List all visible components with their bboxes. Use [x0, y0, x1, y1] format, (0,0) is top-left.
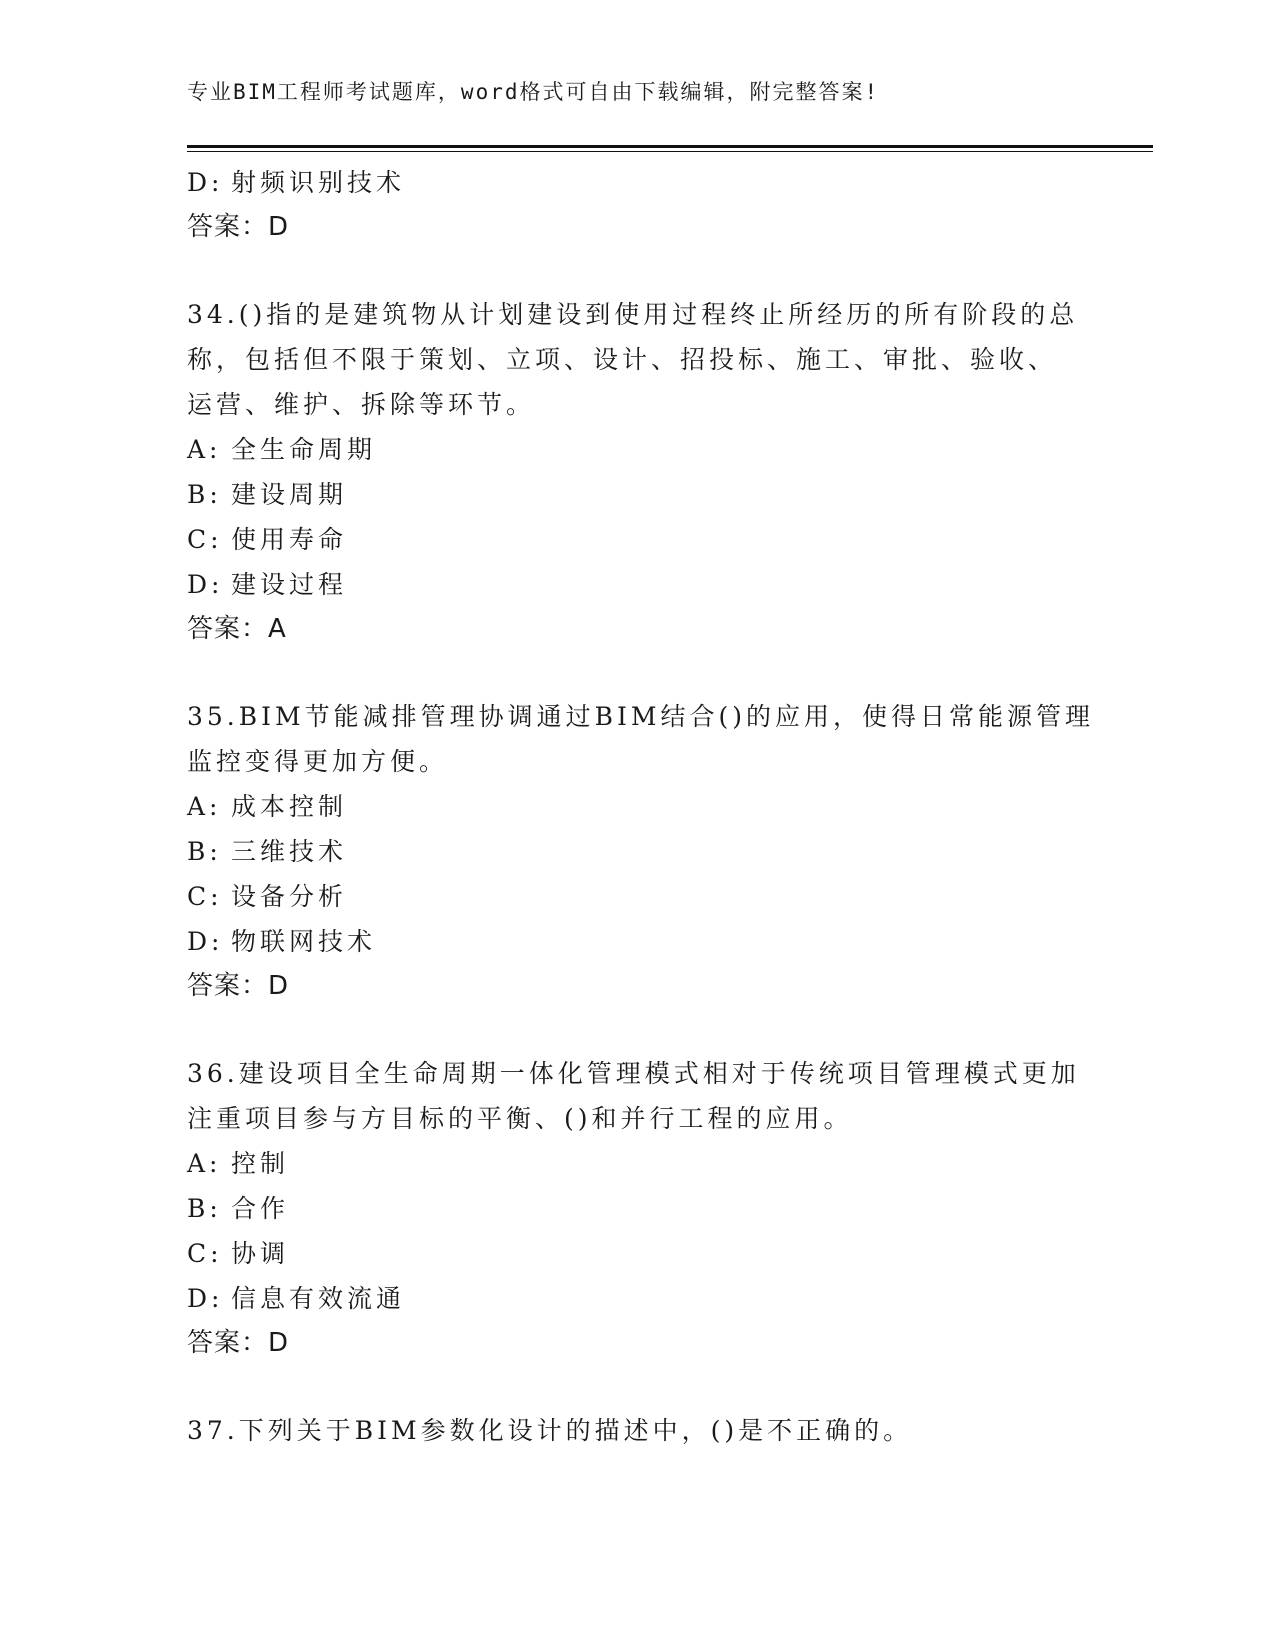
question-text-line: 35.BIM节能减排管理协调通过BIM结合()的应用，使得日常能源管理: [187, 702, 1094, 731]
option-text: 三维技术: [231, 837, 348, 866]
option-row: [187, 562, 1077, 607]
option-letter: D:: [187, 927, 224, 956]
question-list: [187, 292, 1094, 1453]
option-text: 设备分析: [231, 882, 348, 911]
question-block: [187, 1051, 1080, 1366]
option-letter: A:: [187, 1149, 222, 1178]
option-letter: C:: [187, 1239, 223, 1268]
option-row: [187, 1231, 1077, 1276]
question-text-line: 称，包括但不限于策划、立项、设计、招投标、施工、审批、验收、: [187, 345, 1058, 374]
option-row: [187, 427, 1077, 472]
option-row: [187, 472, 1077, 517]
question-block: [187, 694, 1094, 1009]
option-row: [187, 1141, 1077, 1186]
option-text: 使用寿命: [231, 525, 348, 554]
page-header: 专业BIM工程师考试题库，word格式可自由下载编辑，附完整答案!: [187, 80, 880, 104]
option-row: [187, 1186, 1077, 1231]
header-rule-thick: [187, 145, 1153, 148]
option-row: [187, 874, 1077, 919]
option-text: 控制: [231, 1149, 290, 1178]
option-letter: A:: [187, 792, 222, 821]
header-rule-thin: [187, 151, 1153, 152]
option-text: 信息有效流通: [231, 1284, 406, 1313]
option-row: [187, 784, 1077, 829]
option-letter: C:: [187, 882, 223, 911]
answer-line: 答案：D: [187, 1328, 290, 1358]
answer-line: 答案：D: [187, 971, 290, 1001]
option-text: 合作: [231, 1194, 290, 1223]
option-letter: C:: [187, 525, 223, 554]
option-letter: B:: [187, 1194, 222, 1223]
answer-line: 答案：A: [187, 614, 287, 644]
option-text: 建设周期: [231, 480, 348, 509]
option-letter: B:: [187, 480, 222, 509]
option-row: [187, 160, 1077, 205]
option-letter: B:: [187, 837, 222, 866]
option-letter: A:: [187, 435, 222, 464]
option-letter: D:: [187, 570, 224, 599]
option-text: 成本控制: [231, 792, 348, 821]
question-content: [187, 160, 1094, 1453]
option-text: 协调: [231, 1239, 290, 1268]
question-text-line: 运营、维护、拆除等环节。: [187, 390, 536, 419]
option-letter: D:: [187, 168, 224, 197]
question-text-line: 注重项目参与方目标的平衡、()和并行工程的应用。: [187, 1104, 853, 1133]
option-text: 建设过程: [231, 570, 348, 599]
answer-line: 答案：D: [187, 212, 290, 242]
option-letter: D:: [187, 1284, 224, 1313]
option-row: [187, 919, 1077, 964]
option-row: [187, 517, 1077, 562]
question-text-line: 37.下列关于BIM参数化设计的描述中，()是不正确的。: [187, 1416, 913, 1445]
option-row: [187, 829, 1077, 874]
option-text: 射频识别技术: [231, 168, 406, 197]
option-row: [187, 1276, 1077, 1321]
option-text: 全生命周期: [231, 435, 377, 464]
question-text-line: 34.()指的是建筑物从计划建设到使用过程终止所经历的所有阶段的总: [187, 300, 1079, 329]
option-text: 物联网技术: [231, 927, 377, 956]
question-text-line: 监控变得更加方便。: [187, 747, 449, 776]
question-text-line: 36.建设项目全生命周期一体化管理模式相对于传统项目管理模式更加: [187, 1059, 1080, 1088]
question-block: [187, 292, 1077, 652]
question-block: [187, 1408, 1077, 1453]
